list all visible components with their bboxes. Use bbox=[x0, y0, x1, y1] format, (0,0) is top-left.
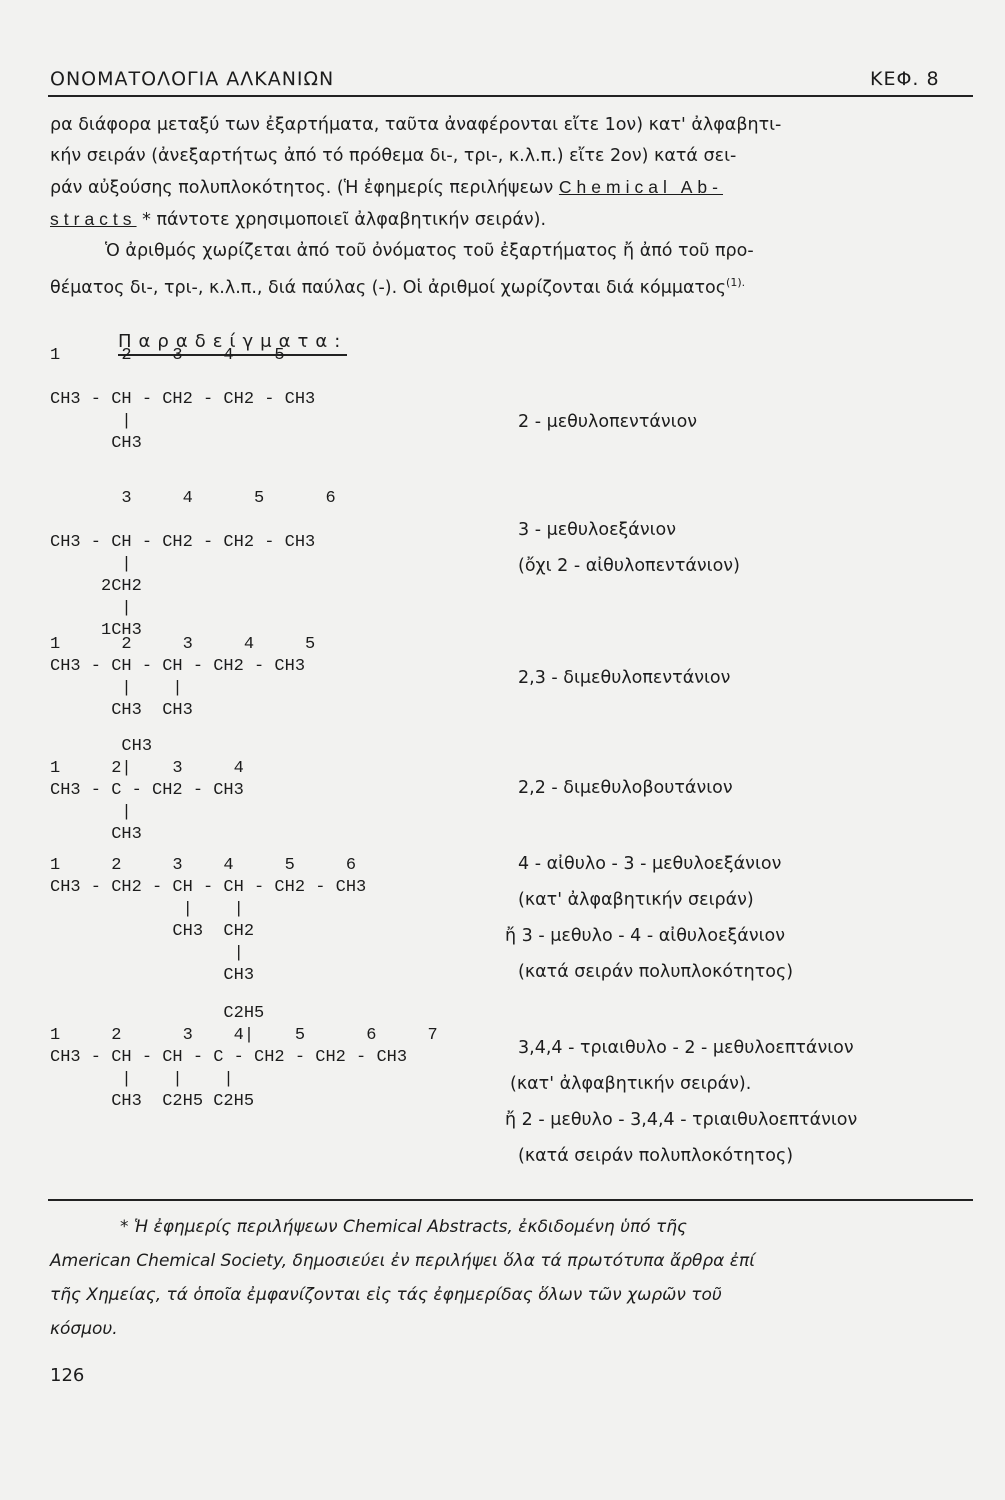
footnote-ref: (1). bbox=[726, 276, 746, 289]
chapter-label: ΚΕΦ. 8 bbox=[870, 68, 940, 90]
structural-formula: 1 2 3 4 5 CH3 - CH - CH2 - CH2 - CH3 | CH3 bbox=[50, 346, 316, 453]
compound-name-note: (κατ' ἀλφαβητικήν σειράν). bbox=[510, 1074, 752, 1094]
intro-line-6 bbox=[50, 267, 975, 304]
compound-name-alt: ἤ 3 - μεθυλο - 4 - αἰθυλοεξάνιον bbox=[505, 926, 786, 946]
structural-formula: CH3 1 2| 3 4 CH3 - C - CH2 - CH3 | CH3 bbox=[50, 737, 244, 844]
intro-line-2: κήν σειράν (ἀνεξαρτήτως ἀπό τό πρόθεμα δι-, τρι-, κ.λ.π.) εἴτε 2ον) κατά σει- bbox=[50, 146, 737, 166]
compound-name: 2 - μεθυλοπεντάνιον bbox=[518, 412, 698, 432]
compound-name: 3,4,4 - τριαιθυλο - 2 - μεθυλοεπτάνιον bbox=[518, 1038, 854, 1058]
journal-name-part2: stracts bbox=[50, 209, 137, 229]
intro-line-4-text: * πάντοτε χρησιμοποιεῖ ἀλφαβητικήν σειράν). bbox=[142, 210, 547, 230]
intro-line-6-text: θέματος δι-, τρι-, κ.λ.π., διά παύλας (-). Οἱ ἀριθμοί χωρίζονται διά κόμματος bbox=[50, 277, 727, 298]
running-header-title: ΟΝΟΜΑΤΟΛΟΓΙΑ ΑΛΚΑΝΙΩΝ bbox=[50, 68, 335, 90]
compound-name: 4 - αἰθυλο - 3 - μεθυλοεξάνιον bbox=[518, 854, 782, 874]
structural-formula: 1 2 3 4 5 CH3 - CH - CH - CH2 - CH3 | | CH3 CH3 bbox=[50, 635, 316, 720]
footnote-line-4: κόσμου. bbox=[50, 1319, 118, 1339]
compound-name-alt: ἤ 2 - μεθυλο - 3,4,4 - τριαιθυλοεπτάνιον bbox=[505, 1110, 858, 1130]
compound-name: 2,3 - διμεθυλοπεντάνιον bbox=[518, 668, 731, 688]
footnote bbox=[50, 1210, 975, 1346]
compound-name: 3 - μεθυλοεξάνιον bbox=[518, 520, 676, 540]
footnote-line-3: τῆς Χημείας, τά ὁποῖα ἐμφανίζονται εἰς τάς ἐφημερίδας ὅλων τῶν χωρῶν τοῦ bbox=[50, 1285, 722, 1305]
compound-name-note: (κατά σειράν πολυπλοκότητος) bbox=[518, 1146, 794, 1166]
footnote-line-2: American Chemical Society, δημοσιεύει ἐν περιλήψει ὅλα τά πρωτότυπα ἄρθρα ἐπί bbox=[50, 1251, 755, 1271]
compound-name-note: (κατ' ἀλφαβητικήν σειράν) bbox=[518, 890, 754, 910]
intro-line-5: Ὁ ἀριθμός χωρίζεται ἀπό τοῦ ὀνόματος τοῦ ἐξαρτήματος ἤ ἀπό τοῦ προ- bbox=[105, 241, 754, 261]
examples-heading: Παραδείγματα: bbox=[118, 331, 347, 356]
journal-name-part1: Chemical Ab- bbox=[558, 177, 723, 197]
header-rule bbox=[48, 95, 973, 97]
intro-line-3-text: ράν αὐξούσης πολυπλοκότητος. (Ἡ ἐφημερίς περιλήψεων bbox=[50, 178, 554, 198]
compound-name-note: (κατά σειράν πολυπλοκότητος) bbox=[518, 962, 794, 982]
structural-formula: C2H5 1 2 3 4| 5 6 7 CH3 - CH - CH - C - CH2 - CH2 - CH3 | | | CH3 C2H5 C2H5 bbox=[50, 1004, 438, 1111]
footnote-rule bbox=[48, 1199, 973, 1201]
structural-formula: 3 4 5 6 CH3 - CH - CH2 - CH2 - CH3 | 2CH2 | 1CH3 bbox=[50, 489, 336, 640]
intro-line-3 bbox=[50, 172, 975, 204]
intro-line-1: ρα διάφορα μεταξύ των ἐξαρτήματα, ταῦτα ἀναφέρονται εἴτε 1ον) κατ' ἀλφαβητι- bbox=[50, 115, 782, 135]
compound-name-note: (ὄχι 2 - αἰθυλοπεντάνιον) bbox=[518, 556, 740, 576]
intro-paragraph bbox=[50, 110, 975, 304]
structural-formula: 1 2 3 4 5 6 CH3 - CH2 - CH - CH - CH2 - CH3 | | CH3 CH2 | CH3 bbox=[50, 856, 367, 985]
page-number: 126 bbox=[50, 1365, 85, 1386]
compound-name: 2,2 - διμεθυλοβουτάνιον bbox=[518, 778, 733, 798]
footnote-line-1: * Ἡ ἐφημερίς περιλήψεων Chemical Abstracts, ἐκδιδομένη ὑπό τῆς bbox=[120, 1217, 687, 1237]
intro-line-4 bbox=[50, 204, 975, 236]
